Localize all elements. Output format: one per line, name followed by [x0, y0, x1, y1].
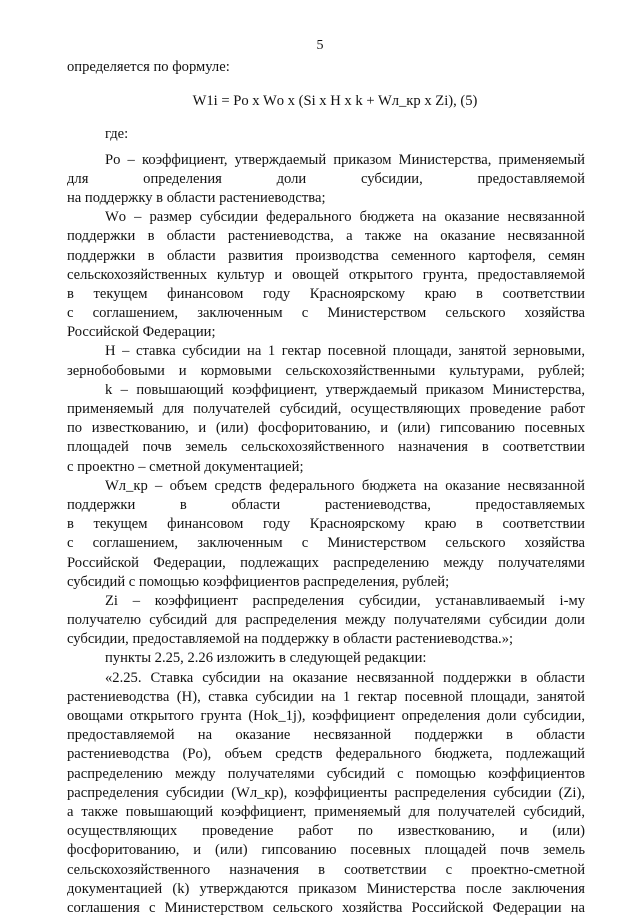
text-line: Wл_кр – объем средств федерального бюджета на оказание несвязанной: [105, 477, 585, 494]
text-line: овощами открытого грунта (Hok_1j), коэффициент определения доли субсидии,: [67, 708, 585, 724]
text-line: субсидии, предоставляемой на поддержку в области растениеводства.»;: [67, 631, 514, 648]
text-line: Российской Федерации, подлежащих распределению между получателями: [67, 554, 585, 571]
text-line: «2.25. Ставка субсидии на оказание несвязанной поддержки в области: [105, 669, 585, 686]
text-line: в текущем финансовом году Красноярскому краю в соответствии: [67, 516, 585, 533]
text-line: получателю субсидий для распределения между получателями субсидии доли: [67, 612, 585, 629]
text-line: сельскохозяйственного назначения в соответствии с проектно-сметной: [67, 861, 585, 878]
text-line: H – ставка субсидии на 1 гектар посевной площади, занятой зерновыми,: [105, 343, 585, 360]
formula: W1i = Pо x Wо x (Si x H x k + Wл_кр x Zi), (5): [192, 93, 478, 110]
text-line: для определения доли субсидии, предоставляемой: [67, 170, 585, 187]
text-line: распределения субсидии (Wл_кр), коэффициенты распределения субсидии (Zi),: [67, 784, 585, 801]
text-line: определяется по формуле:: [67, 59, 230, 75]
text-line: с соглашением, заключенным с Министерством сельского хозяйства: [67, 305, 585, 322]
text-line: субсидий с помощью коэффициентов распределения, рублей;: [67, 573, 450, 590]
page-number: 5: [316, 38, 324, 53]
text-line: в текущем финансовом году Красноярскому краю в соответствии: [67, 285, 585, 302]
text-line: площадей почв земель сельскохозяйственного назначения в соответствии: [67, 439, 585, 456]
text-line: Российской Федерации;: [67, 324, 216, 341]
text-line: пункты 2.25, 2.26 изложить в следующей редакции:: [105, 650, 427, 667]
text-line: зернобобовыми и кормовыми сельскохозяйственными культурами, рублей;: [67, 362, 585, 379]
text-line: предоставляемой на оказание несвязанной поддержки в области: [67, 727, 585, 744]
text-line: где:: [105, 126, 129, 143]
text-line: растениеводства (H), ставка субсидии на 1 гектар посевной площади, занятой: [67, 688, 585, 705]
text-line: по известкованию, и (или) фосфоритованию, и (или) гипсованию посевных: [67, 420, 585, 437]
text-line: фосфоритованию, и (или) гипсованию посевных площадей почв земель: [67, 842, 585, 859]
text-line: на поддержку в области растениеводства;: [67, 189, 326, 206]
text-line: документацией (k) утверждаются приказом Министерства после заключения: [67, 880, 585, 897]
text-line: Pо – коэффициент, утверждаемый приказом Министерства, применяемый: [105, 151, 585, 168]
text-line: с соглашением, заключенным с Министерством сельского хозяйства: [67, 535, 585, 552]
text-line: Zi – коэффициент распределения субсидии, устанавливаемый i-му: [105, 592, 585, 609]
text-line: сельскохозяйственных культур и овощей открытого грунта, предоставляемой: [67, 266, 585, 283]
text-line: с проектно – сметной документацией;: [67, 458, 304, 475]
text-line: поддержки в области развития производства семенного картофеля, семян: [67, 247, 585, 264]
text-line: k – повышающий коэффициент, утверждаемый приказом Министерства,: [105, 381, 585, 398]
text-line: Wо – размер субсидии федерального бюджета на оказание несвязанной: [105, 209, 585, 226]
text-line: распределению между получателями субсидий с помощью коэффициентов: [67, 765, 585, 782]
text-line: а также повышающий коэффициент, применяемый для получателей субсидий,: [67, 803, 585, 820]
text-line: поддержки в области растениеводства, предоставляемых: [67, 496, 585, 513]
text-line: растениеводства (Pо), объем средств федерального бюджета, подлежащий: [67, 746, 585, 763]
text-line: поддержки в области растениеводства, а также на оказание несвязанной: [67, 228, 585, 245]
text-line: соглашения с Министерством сельского хозяйства Российской Федерации на: [67, 899, 585, 916]
text-line: осуществляющих проведение работ по известкованию, и (или): [67, 823, 585, 840]
document-body: [67, 58, 585, 918]
text-line: применяемый для получателей субсидий, осуществляющих проведение работ: [67, 401, 585, 417]
